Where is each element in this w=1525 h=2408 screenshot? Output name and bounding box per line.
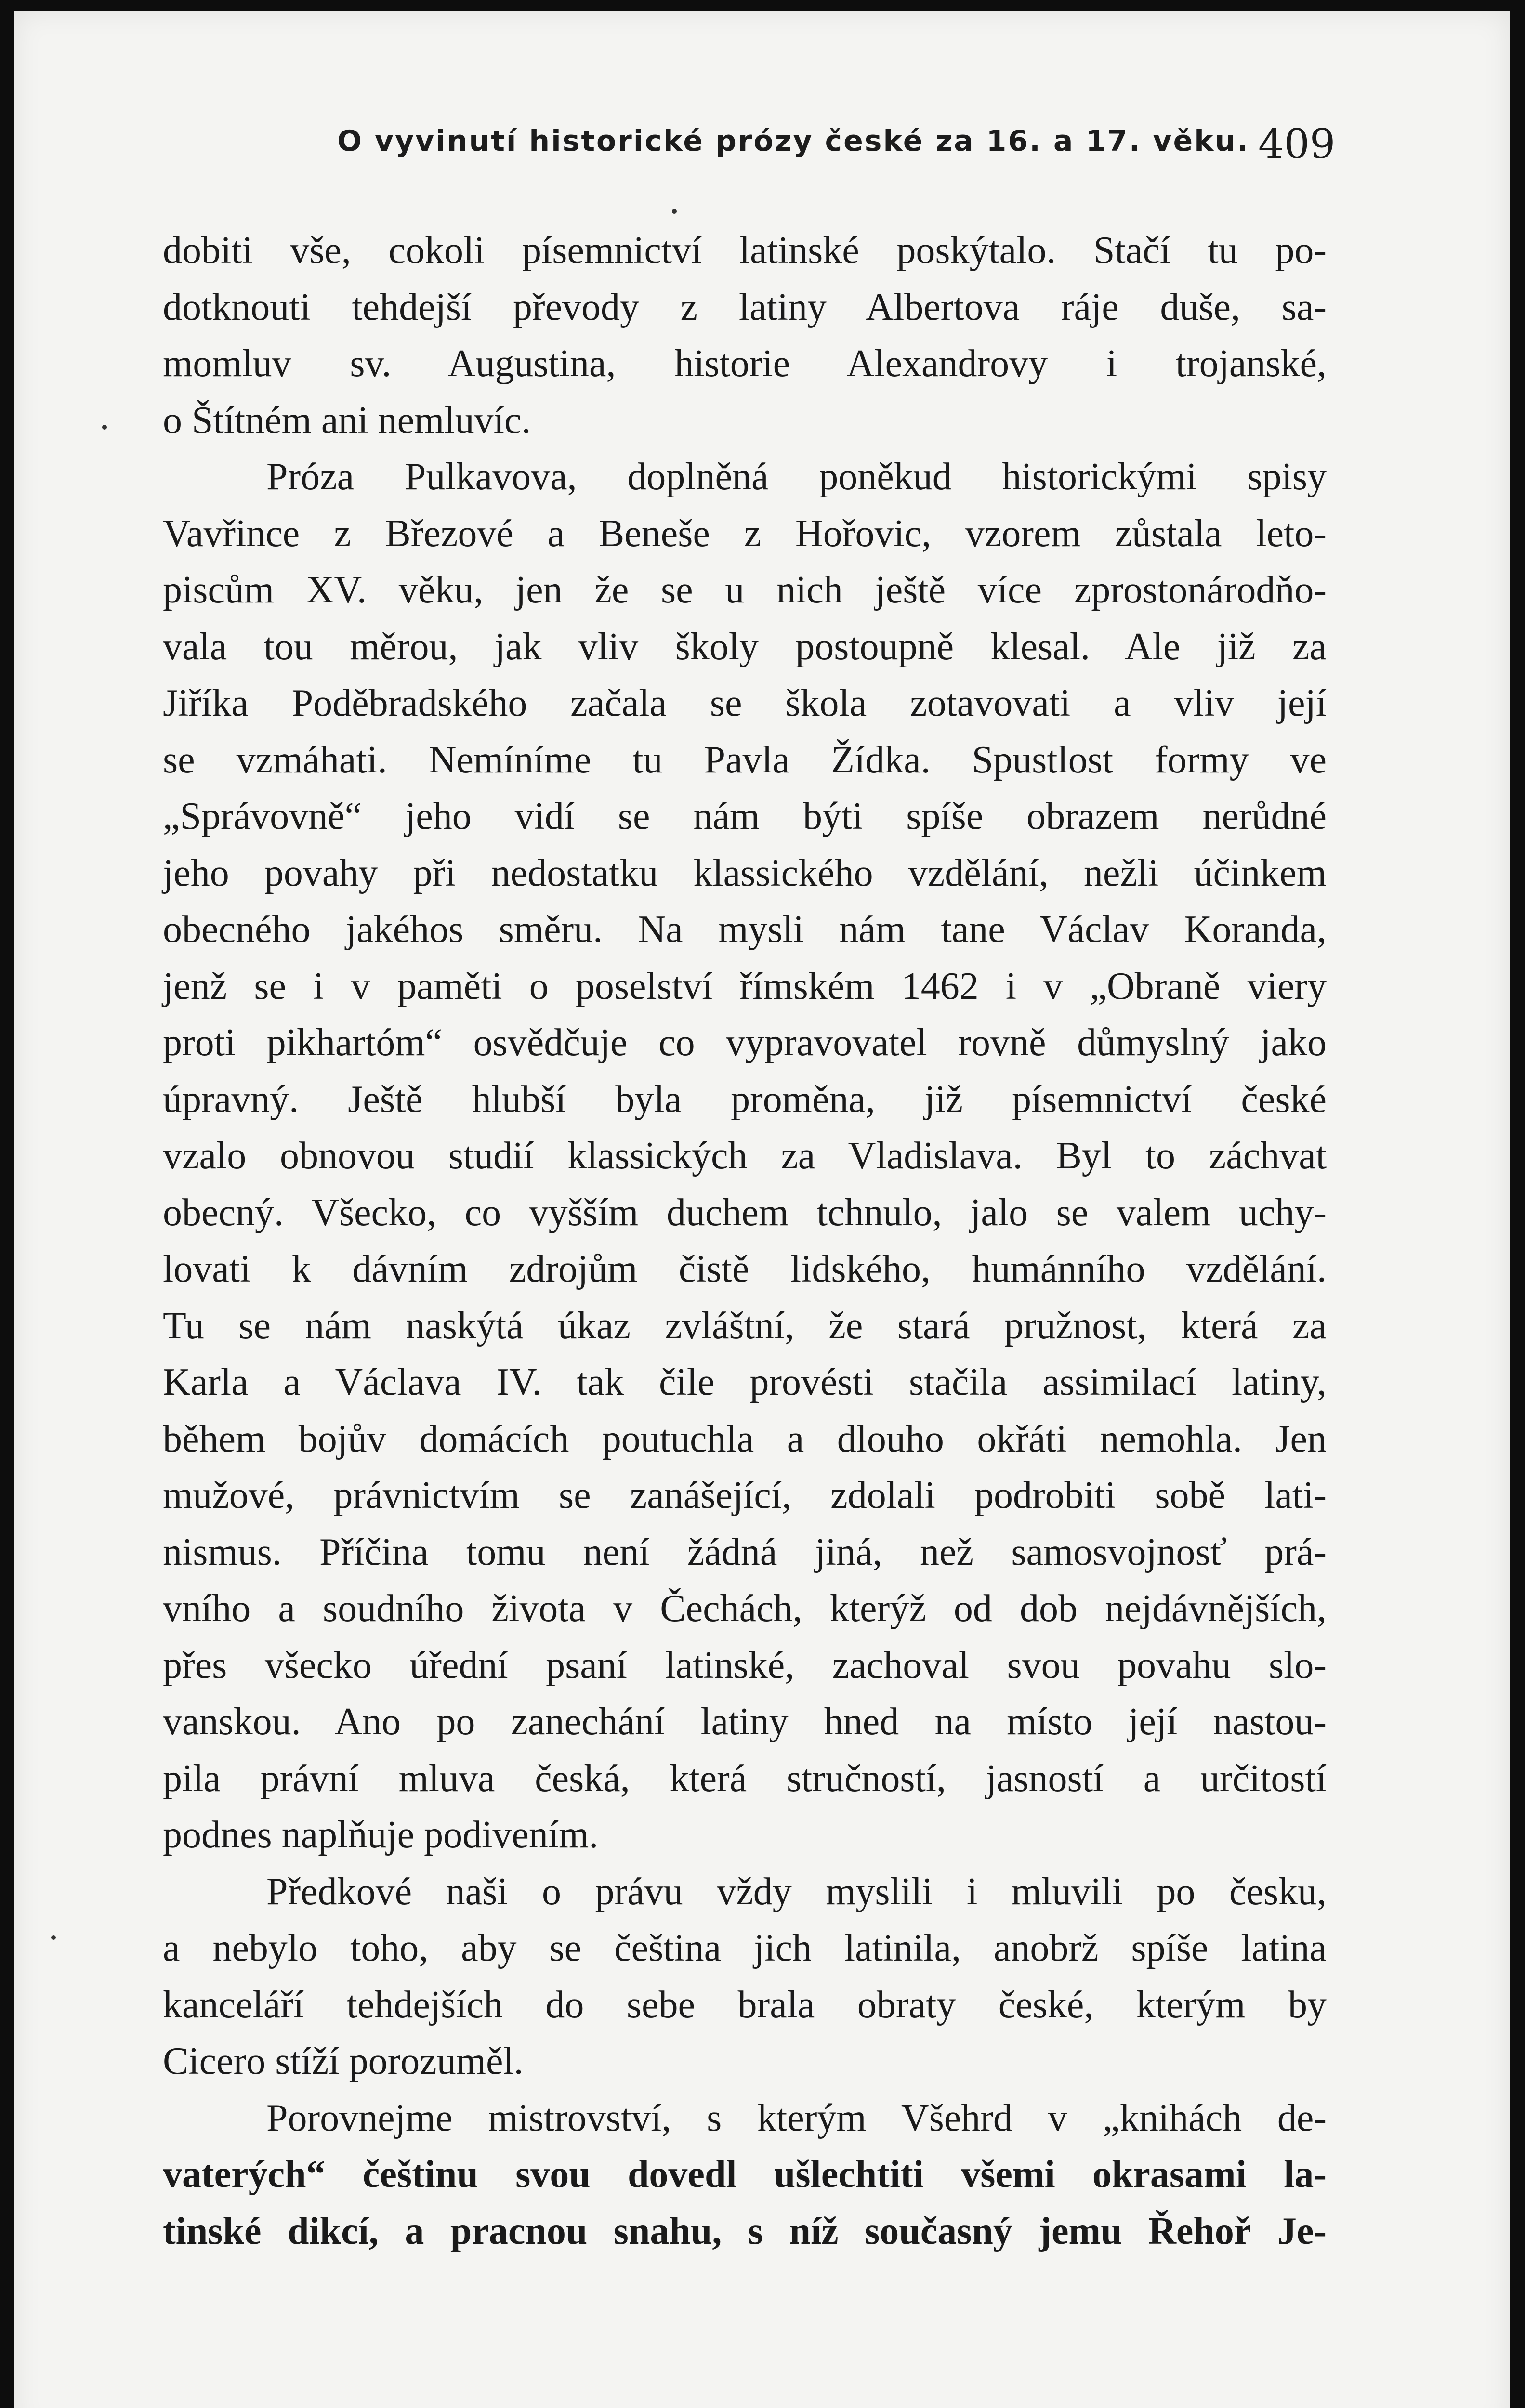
text-line: proti pikhartóm“ osvědčuje co vypravovatel rovně důmyslný jako xyxy=(163,1021,1327,1064)
text-line: Karla a Václava IV. tak čile provésti stačila assimilací latiny, xyxy=(163,1361,1327,1403)
text-line: o Štítném ani nemluvíc. xyxy=(163,399,531,442)
text-line: jeho povahy při nedostatku klassického vzdělání, nežli účinkem xyxy=(163,851,1327,894)
text-line: během bojův domácích poutuchla a dlouho okřáti nemohla. Jen xyxy=(163,1417,1327,1460)
speck-mark xyxy=(102,425,107,430)
text-line: přes všecko úřední psaní latinské, zachoval svou povahu slo- xyxy=(163,1644,1327,1687)
paragraph-start-line: Próza Pulkavova, doplněná poněkud historickými spisy xyxy=(266,456,1327,498)
text-line: vzalo obnovou studií klassických za Vladislava. Byl to záchvat xyxy=(163,1135,1327,1177)
text-line: lovati k dávním zdrojům čistě lidského, humánního vzdělání. xyxy=(163,1248,1327,1290)
text-line: „Správovně“ jeho vidí se nám býti spíše obrazem nerůdné xyxy=(163,795,1327,838)
text-line: Tu se nám naskýtá úkaz zvláštní, že stará pružnost, která za xyxy=(163,1304,1327,1347)
page-number: 409 xyxy=(1258,120,1336,168)
text-line: piscům XV. věku, jen že se u nich ještě více zprostonárodňo- xyxy=(163,569,1327,611)
text-line: vaterých“ češtinu svou dovedl ušlechtiti všemi okrasami la- xyxy=(163,2153,1327,2196)
text-line: pila právní mluva česká, která stručností, jasností a určitostí xyxy=(163,1757,1327,1800)
body-text xyxy=(163,222,1327,2260)
text-line: a nebylo toho, aby se čeština jich latinila, anobrž spíše latina xyxy=(163,1927,1327,1969)
text-line: mužové, právnictvím se zanášející, zdolali podrobiti sobě lati- xyxy=(163,1474,1327,1517)
text-line: dobiti vše, cokoli písemnictví latinské poskýtalo. Stačí tu po- xyxy=(163,229,1327,272)
text-line: úpravný. Ještě hlubší byla proměna, již písemnictví české xyxy=(163,1078,1327,1121)
text-line: obecného jakéhos směru. Na mysli nám tane Václav Koranda, xyxy=(163,908,1327,951)
text-line: vního a soudního života v Čechách, kterýž od dob nejdávnějších, xyxy=(163,1587,1327,1630)
text-line: vanskou. Ano po zanechání latiny hned na místo její nastou- xyxy=(163,1701,1327,1743)
text-line: podnes naplňuje podivením. xyxy=(163,1814,599,1856)
text-line: Jiříka Poděbradského začala se škola zotavovati a vliv její xyxy=(163,682,1327,724)
text-line: obecný. Všecko, co vyšším duchem tchnulo, jalo se valem uchy- xyxy=(163,1191,1327,1234)
text-line: nismus. Příčina tomu není žádná jiná, než samosvojnosť prá- xyxy=(163,1531,1327,1573)
paragraph-start-line: Porovnejme mistrovství, s kterým Všehrd v „knihách de- xyxy=(266,2096,1327,2139)
speck-mark xyxy=(51,1935,56,1940)
text-line: Vavřince z Březové a Beneše z Hořovic, vzorem zůstala leto- xyxy=(163,512,1327,555)
text-line: vala tou měrou, jak vliv školy postoupně klesal. Ale již za xyxy=(163,625,1327,668)
text-line: dotknouti tehdejší převody z latiny Albertova ráje duše, sa- xyxy=(163,286,1327,328)
paragraph-start-line: Předkové naši o právu vždy myslili i mluvili po česku, xyxy=(266,1870,1327,1913)
text-line: tinské dikcí, a pracnou snahu, s níž současný jemu Řehoř Je- xyxy=(163,2210,1327,2252)
text-line: Cicero stíží porozuměl. xyxy=(163,2040,524,2082)
text-line: jenž se i v paměti o poselství římském 1462 i v „Obraně viery xyxy=(163,965,1327,1008)
text-line: momluv sv. Augustina, historie Alexandrovy i trojanské, xyxy=(163,342,1327,385)
speck-mark xyxy=(672,209,677,214)
running-head: O vyvinutí historické prózy české za 16. a 17. věku. xyxy=(337,124,1249,158)
text-line: se vzmáhati. Nemíníme tu Pavla Žídka. Spustlost formy ve xyxy=(163,738,1327,781)
text-line: kanceláří tehdejších do sebe brala obraty české, kterým by xyxy=(163,1983,1327,2026)
